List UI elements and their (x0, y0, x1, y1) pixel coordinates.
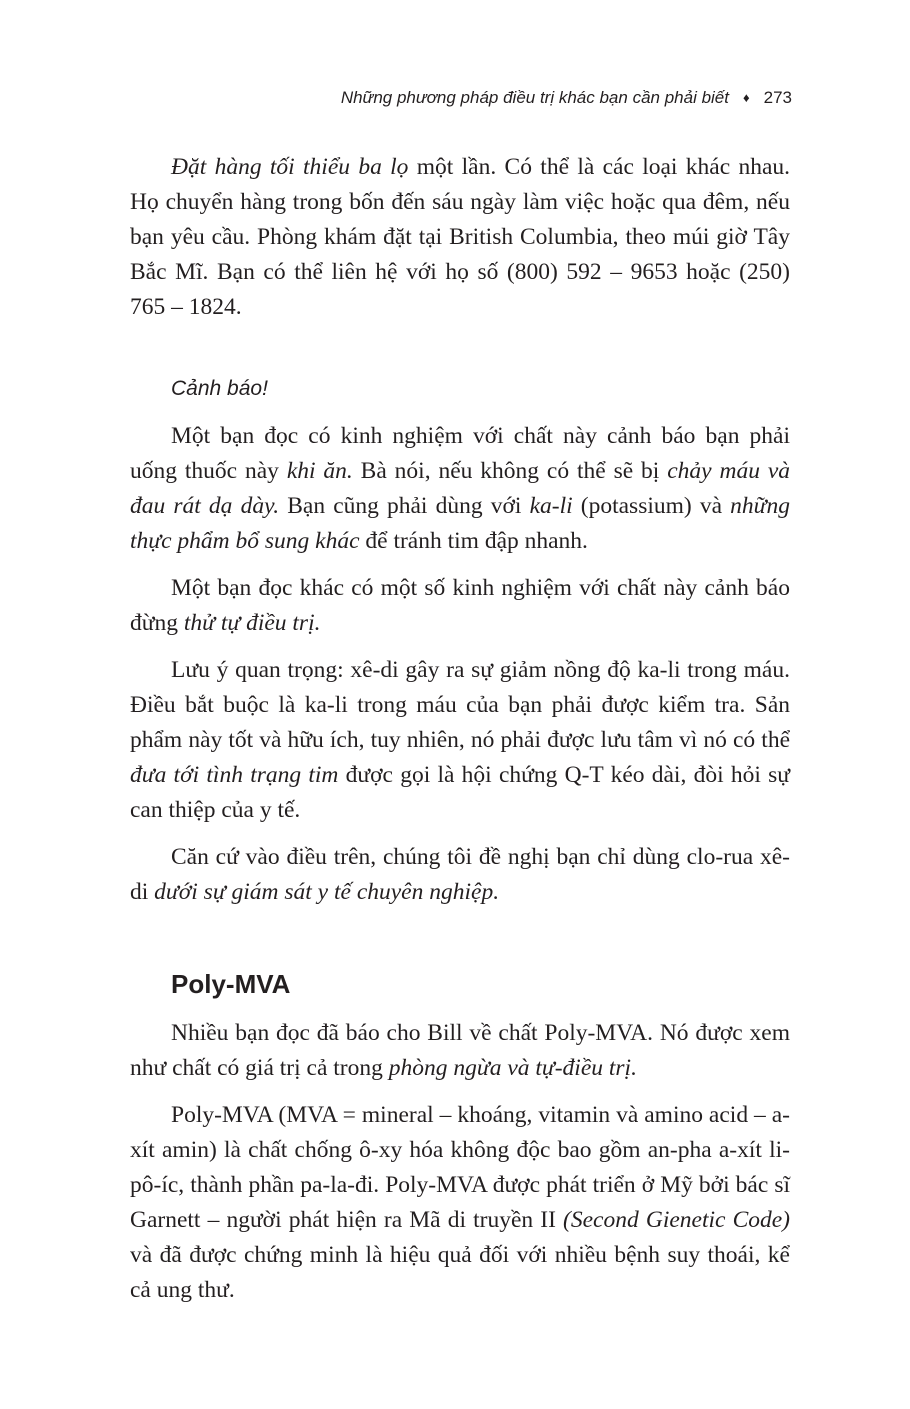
paragraph-text: một lần. Có thể là các loại khác nhau. Họ chuyển hàng trong bốn đến sáu ngày làm việc hoặc qua đêm, nếu bạn yêu cầu. Phòng khám đặt tại British Columbia, theo múi giờ Tây Bắc Mĩ. Bạn có thể liên hệ với họ số (800) 592 – 9653 hoặc (250) 765 – 1824. (130, 154, 791, 320)
warning-heading: Cảnh báo! (171, 377, 268, 400)
paragraph-text: và đã được chứng minh là hiệu quả đối với nhiều bệnh suy thoái, kể cả ung thư. (130, 1242, 790, 1303)
paragraph-text: để tránh tim đập nhanh. (359, 528, 588, 554)
paragraph-text: (potassium) và (572, 493, 731, 519)
page-number: 273 (763, 88, 792, 107)
paragraph-warning-2 (130, 571, 790, 641)
emphasis-text: phòng ngừa và tự-điều trị. (388, 1055, 637, 1081)
paragraph-poly-mva-details (130, 1098, 790, 1308)
paragraph-text: Một bạn đọc có kinh nghiệm với chất này cảnh báo bạn phải uống thuốc này (130, 423, 790, 484)
page-content (130, 150, 790, 1308)
emphasis-text: thử tự điều trị. (183, 610, 321, 636)
paragraph-text: Poly-MVA (MVA = mineral – khoáng, vitamin và amino acid – a-xít amin) là chất chống ô-xy hóa không độc bao gồm an-pha a-xít li-pô-íc, thành phần pa-la-đi. Poly-MVA được phát triển ở Mỹ bởi bác sĩ Garnett – người phát hiện ra Mã di truyền II (130, 1102, 790, 1233)
paragraph-important-note (130, 653, 790, 828)
section-title: Poly-MVA (171, 969, 291, 999)
emphasis-text: đưa tới tình trạng tim (130, 762, 339, 788)
emphasis-text: ka-li (529, 493, 573, 519)
emphasis-text: Đặt hàng tối thiểu ba lọ (171, 154, 409, 180)
running-header (341, 88, 792, 108)
emphasis-text: (Second Gienetic Code) (563, 1207, 790, 1233)
paragraph-text: Căn cứ vào điều trên, chúng tôi đề nghị bạn chỉ dùng clo-rua xê-di (130, 844, 790, 905)
emphasis-text: khi ăn. (286, 458, 353, 484)
running-header-title: Những phương pháp điều trị khác bạn cần phải biết (340, 88, 729, 107)
paragraph-text: Lưu ý quan trọng: xê-di gây ra sự giảm nồng độ ka-li trong máu. Điều bắt buộc là ka-li trong máu của bạn phải được kiểm tra. Sản phẩm này tốt và hữu ích, tuy nhiên, nó phải được lưu tâm vì nó có thể (130, 657, 790, 753)
emphasis-text: chảy máu và đau rát dạ dày. (130, 458, 791, 519)
emphasis-text: những thực phẩm bổ sung khác (130, 493, 790, 554)
paragraph-warning-1 (130, 419, 790, 559)
paragraph-text: Nhiều bạn đọc đã báo cho Bill về chất Poly-MVA. Nó được xem như chất có giá trị cả trong (130, 1020, 790, 1081)
emphasis-text: dưới sự giám sát y tế chuyên nghiệp. (154, 879, 500, 905)
paragraph-text: được gọi là hội chứng Q-T kéo dài, đòi hỏi sự can thiệp của y tế. (130, 762, 790, 823)
paragraph-text: Một bạn đọc khác có một số kinh nghiệm với chất này cảnh báo đừng (130, 575, 790, 636)
paragraph-poly-mva-intro (130, 1016, 790, 1086)
paragraph-recommendation (130, 840, 790, 910)
paragraph-order-info (130, 150, 790, 325)
paragraph-text: Bà nói, nếu không có thể sẽ bị (352, 458, 668, 484)
diamond-icon: ♦ (742, 90, 750, 105)
paragraph-text: Bạn cũng phải dùng với (279, 493, 530, 519)
